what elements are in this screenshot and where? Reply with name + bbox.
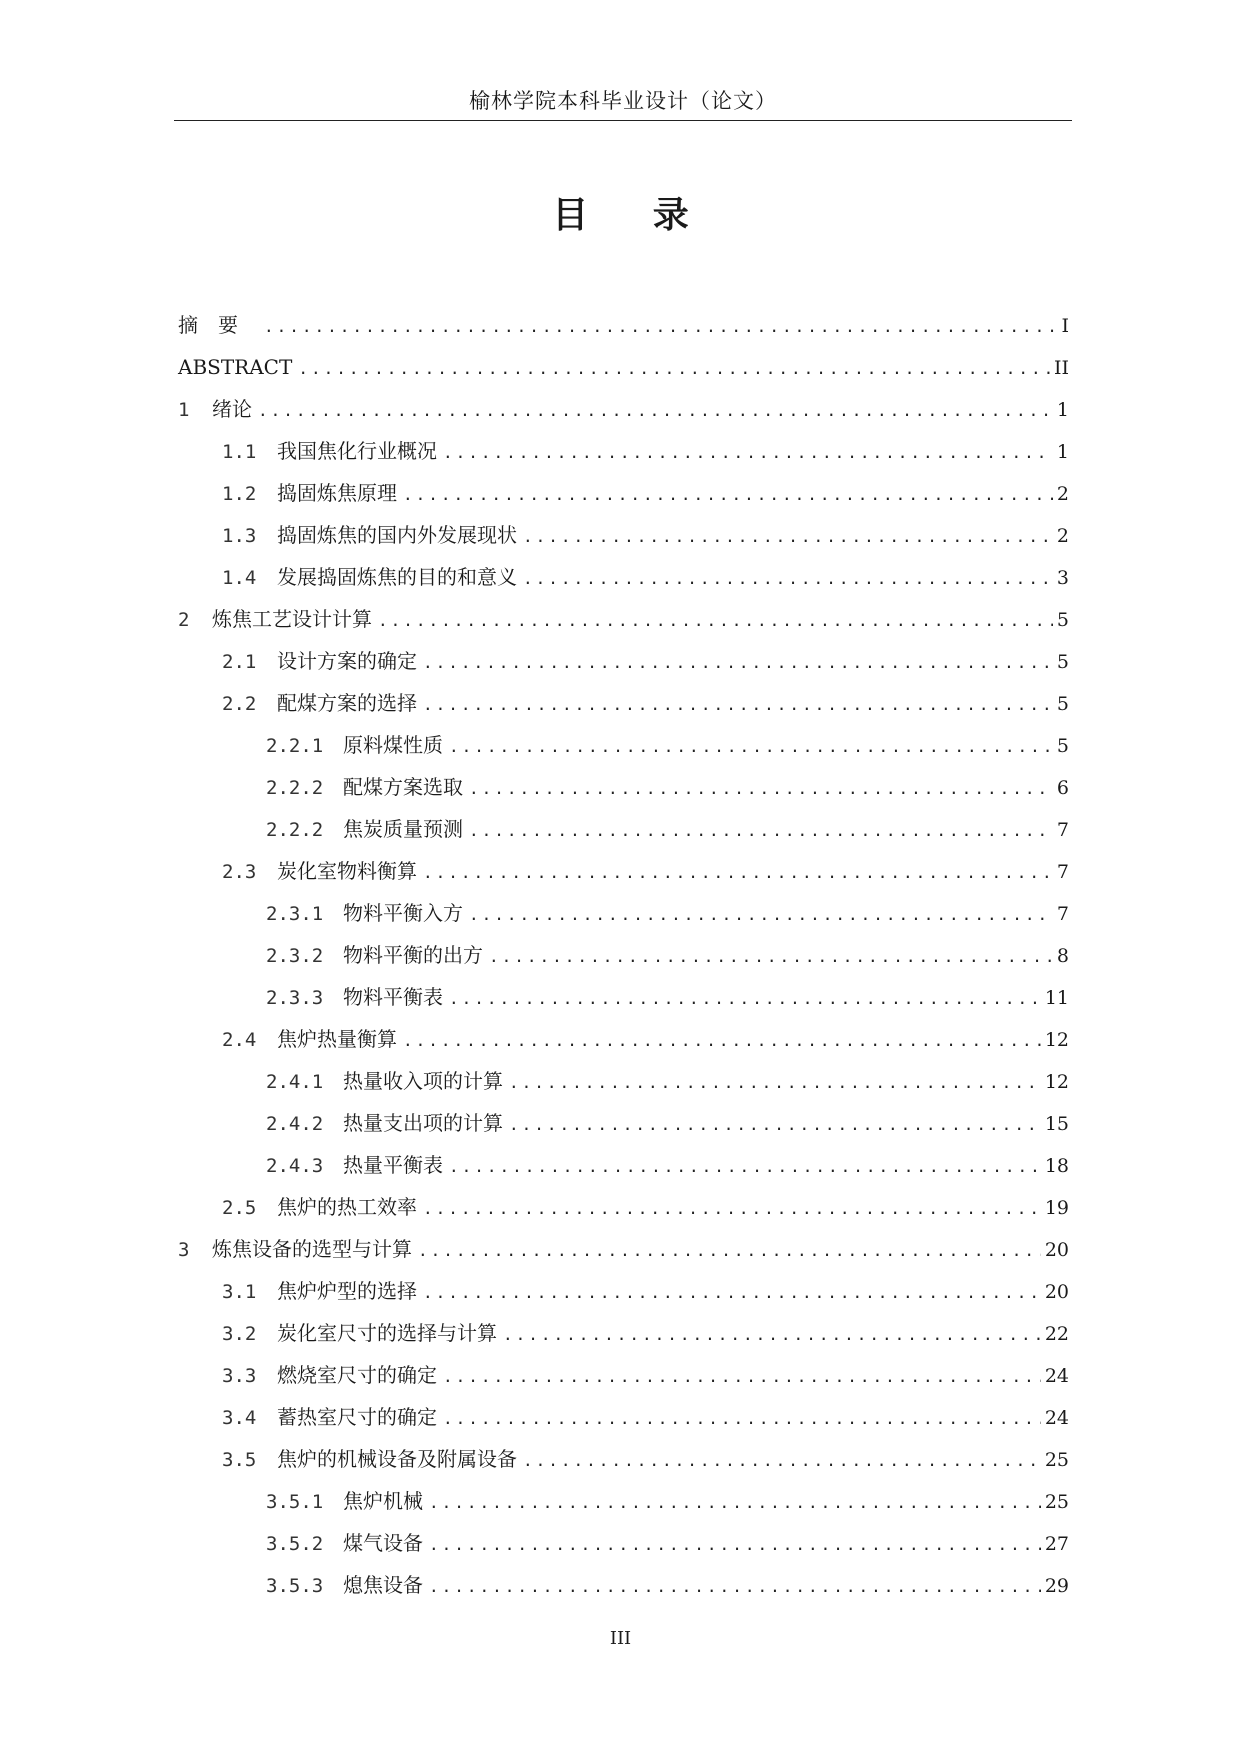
toc-entry-label: 物料平衡入方	[343, 901, 463, 925]
toc-entry-page: 18	[1044, 1155, 1069, 1177]
toc-entry-label: 炼焦工艺设计计算	[212, 607, 372, 631]
toc-entry-number: 3.3	[222, 1365, 257, 1387]
toc-entry[interactable]	[178, 976, 1069, 1018]
toc-dot-leader	[403, 1020, 1041, 1062]
toc-entry[interactable]	[178, 892, 1069, 934]
toc-dot-leader	[443, 1398, 1041, 1440]
page-header	[174, 86, 1072, 121]
toc-entry[interactable]	[178, 388, 1069, 430]
toc-entry-number: 3.1	[222, 1281, 257, 1303]
toc-dot-leader	[509, 1062, 1041, 1104]
toc-entry[interactable]	[178, 1564, 1069, 1606]
toc-entry-label: 热量支出项的计算	[343, 1111, 503, 1135]
toc-entry-label: 配煤方案选取	[343, 775, 463, 799]
toc-entry-label: 焦炭质量预测	[343, 817, 463, 841]
toc-entry[interactable]	[178, 808, 1069, 850]
toc-entry-page: 5	[1056, 651, 1069, 673]
toc-entry-number: 3.5.2	[266, 1533, 324, 1555]
toc-entry-label: 捣固炼焦的国内外发展现状	[277, 523, 517, 547]
toc-entry[interactable]	[178, 472, 1069, 514]
toc-entry-label: 我国焦化行业概况	[277, 439, 437, 463]
toc-entry[interactable]	[178, 556, 1069, 598]
toc-entry[interactable]	[178, 1228, 1069, 1270]
toc-entry-number: 1	[178, 399, 190, 421]
toc-entry-page: 2	[1056, 483, 1069, 505]
toc-entry[interactable]	[178, 850, 1069, 892]
toc-entry-label: 焦炉热量衡算	[277, 1027, 397, 1051]
toc-dot-leader	[423, 1188, 1041, 1230]
toc-entry[interactable]	[178, 1480, 1069, 1522]
toc-entry-number: 2.3.2	[266, 945, 324, 967]
toc-entry-label: 燃烧室尺寸的确定	[277, 1363, 437, 1387]
toc-entry-page: I	[1061, 315, 1069, 337]
toc-entry-page: 5	[1056, 609, 1069, 631]
toc-entry-number: 2.2.2	[266, 777, 324, 799]
toc-entry-label: ABSTRACT	[178, 355, 293, 379]
toc-dot-leader	[503, 1314, 1041, 1356]
toc-entry-page: 15	[1044, 1113, 1069, 1135]
toc-entry[interactable]	[178, 1186, 1069, 1228]
toc-dot-leader	[449, 978, 1041, 1020]
toc-entry-page: II	[1053, 357, 1069, 379]
toc-dot-leader	[403, 474, 1053, 516]
toc-entry[interactable]	[178, 304, 1069, 346]
toc-entry-number: 2.3	[222, 861, 257, 883]
toc-entry-page: 11	[1044, 987, 1069, 1009]
toc-entry-label: 炼焦设备的选型与计算	[212, 1237, 412, 1261]
toc-entry[interactable]	[178, 514, 1069, 556]
toc-entry-page: 1	[1056, 441, 1069, 463]
toc-entry-label: 配煤方案的选择	[277, 691, 417, 715]
toc-dot-leader	[523, 1440, 1041, 1482]
toc-entry-number: 2.3.1	[266, 903, 324, 925]
toc-entry-page: 12	[1044, 1029, 1069, 1051]
toc-entry-label: 热量收入项的计算	[343, 1069, 503, 1093]
toc-dot-leader	[429, 1566, 1041, 1608]
toc-entry-page: 24	[1044, 1365, 1069, 1387]
toc-entry-label: 热量平衡表	[343, 1153, 443, 1177]
toc-entry[interactable]	[178, 766, 1069, 808]
toc-entry-number: 2.3.3	[266, 987, 324, 1009]
page-title: 目 录	[552, 195, 715, 236]
toc-entry[interactable]	[178, 1312, 1069, 1354]
toc-entry-label: 蓄热室尺寸的确定	[277, 1405, 437, 1429]
toc-dot-leader	[469, 768, 1053, 810]
toc-entry[interactable]	[178, 1438, 1069, 1480]
toc-entry-number: 2.5	[222, 1197, 257, 1219]
toc-entry-label: 焦炉炉型的选择	[277, 1279, 417, 1303]
toc-entry-page: 29	[1044, 1575, 1069, 1597]
toc-entry-number: 3.5.3	[266, 1575, 324, 1597]
toc-entry-page: 20	[1044, 1281, 1069, 1303]
toc-entry-page: 5	[1056, 735, 1069, 757]
toc-entry-number: 2.2.1	[266, 735, 324, 757]
toc-entry[interactable]	[178, 430, 1069, 472]
toc-entry-page: 5	[1056, 693, 1069, 715]
toc-entry[interactable]	[178, 640, 1069, 682]
toc-entry-label: 发展捣固炼焦的目的和意义	[277, 565, 517, 589]
toc-entry-label: 物料平衡的出方	[343, 943, 483, 967]
toc-entry[interactable]	[178, 1522, 1069, 1564]
toc-entry-page: 22	[1044, 1323, 1069, 1345]
toc-entry-number: 2.4.2	[266, 1113, 324, 1135]
toc-dot-leader	[443, 1356, 1041, 1398]
toc-entry-number: 3.5.1	[266, 1491, 324, 1513]
toc-entry[interactable]	[178, 1270, 1069, 1312]
toc-entry-number: 2.2	[222, 693, 257, 715]
toc-entry-label: 炭化室尺寸的选择与计算	[277, 1321, 497, 1345]
toc-entry-label: 设计方案的确定	[277, 649, 417, 673]
toc-dot-leader	[418, 1230, 1041, 1272]
toc-entry-label: 捣固炼焦原理	[277, 481, 397, 505]
toc-dot-leader	[443, 432, 1053, 474]
toc-entry-number: 3.5	[222, 1449, 257, 1471]
toc-entry-label: 焦炉机械	[343, 1489, 423, 1513]
toc-entry-label: 熄焦设备	[343, 1573, 423, 1597]
toc-dot-leader	[509, 1104, 1041, 1146]
toc-dot-leader	[523, 558, 1053, 600]
toc-entry-page: 8	[1056, 945, 1069, 967]
toc-entry-label: 煤气设备	[343, 1531, 423, 1555]
toc-entry-number: 2	[178, 609, 190, 631]
toc-entry-label: 焦炉的机械设备及附属设备	[277, 1447, 517, 1471]
table-of-contents	[178, 304, 1069, 1606]
toc-entry[interactable]	[178, 682, 1069, 724]
toc-entry-label: 炭化室物料衡算	[277, 859, 417, 883]
toc-entry-number: 1.3	[222, 525, 257, 547]
toc-entry-number: 1.4	[222, 567, 257, 589]
toc-entry[interactable]	[178, 598, 1069, 640]
toc-entry[interactable]	[178, 1102, 1069, 1144]
toc-entry-number: 3.4	[222, 1407, 257, 1429]
toc-entry-page: 24	[1044, 1407, 1069, 1429]
toc-entry-page: 7	[1056, 903, 1069, 925]
toc-dot-leader	[429, 1524, 1041, 1566]
toc-entry-number: 2.4	[222, 1029, 257, 1051]
toc-entry-label: 焦炉的热工效率	[277, 1195, 417, 1219]
toc-entry-number: 2.4.3	[266, 1155, 324, 1177]
toc-entry-page: 1	[1056, 399, 1069, 421]
toc-dot-leader	[264, 306, 1055, 348]
toc-entry-label: 摘要	[178, 313, 258, 337]
header-text: 榆林学院本科毕业设计（论文）	[469, 89, 777, 113]
toc-entry-page: 12	[1044, 1071, 1069, 1093]
toc-entry-page: 7	[1056, 861, 1069, 883]
toc-entry-label: 物料平衡表	[343, 985, 443, 1009]
toc-entry-page: 3	[1056, 567, 1069, 589]
toc-entry[interactable]	[178, 1396, 1069, 1438]
toc-entry-page: 6	[1056, 777, 1069, 799]
toc-entry-number: 2.1	[222, 651, 257, 673]
toc-entry-number: 2.2.2	[266, 819, 324, 841]
toc-entry-page: 25	[1044, 1491, 1069, 1513]
toc-dot-leader	[523, 516, 1053, 558]
toc-entry-number: 1.2	[222, 483, 257, 505]
toc-dot-leader	[423, 1272, 1041, 1314]
toc-dot-leader	[378, 600, 1053, 642]
toc-dot-leader	[423, 684, 1053, 726]
toc-entry[interactable]	[178, 346, 1069, 388]
toc-entry-page: 7	[1056, 819, 1069, 841]
toc-dot-leader	[298, 348, 1050, 390]
toc-entry-label: 绪论	[212, 397, 252, 421]
toc-entry[interactable]	[178, 1144, 1069, 1186]
toc-dot-leader	[423, 852, 1053, 894]
toc-entry-label: 原料煤性质	[343, 733, 443, 757]
toc-dot-leader	[429, 1482, 1041, 1524]
page-number: III	[609, 1628, 632, 1649]
toc-dot-leader	[469, 810, 1053, 852]
toc-entry-page: 20	[1044, 1239, 1069, 1261]
toc-dot-leader	[423, 642, 1053, 684]
toc-entry[interactable]	[178, 724, 1069, 766]
toc-entry-page: 25	[1044, 1449, 1069, 1471]
toc-entry-page: 2	[1056, 525, 1069, 547]
toc-entry-page: 19	[1044, 1197, 1069, 1219]
toc-entry-number: 3	[178, 1239, 190, 1261]
toc-entry-number: 1.1	[222, 441, 257, 463]
toc-entry-page: 27	[1044, 1533, 1069, 1555]
toc-dot-leader	[489, 936, 1053, 978]
toc-dot-leader	[449, 726, 1053, 768]
toc-entry[interactable]	[178, 1060, 1069, 1102]
toc-entry[interactable]	[178, 934, 1069, 976]
toc-dot-leader	[258, 390, 1053, 432]
toc-entry[interactable]	[178, 1018, 1069, 1060]
toc-entry-number: 3.2	[222, 1323, 257, 1345]
toc-dot-leader	[469, 894, 1053, 936]
toc-dot-leader	[449, 1146, 1041, 1188]
toc-entry-number: 2.4.1	[266, 1071, 324, 1093]
toc-entry[interactable]	[178, 1354, 1069, 1396]
